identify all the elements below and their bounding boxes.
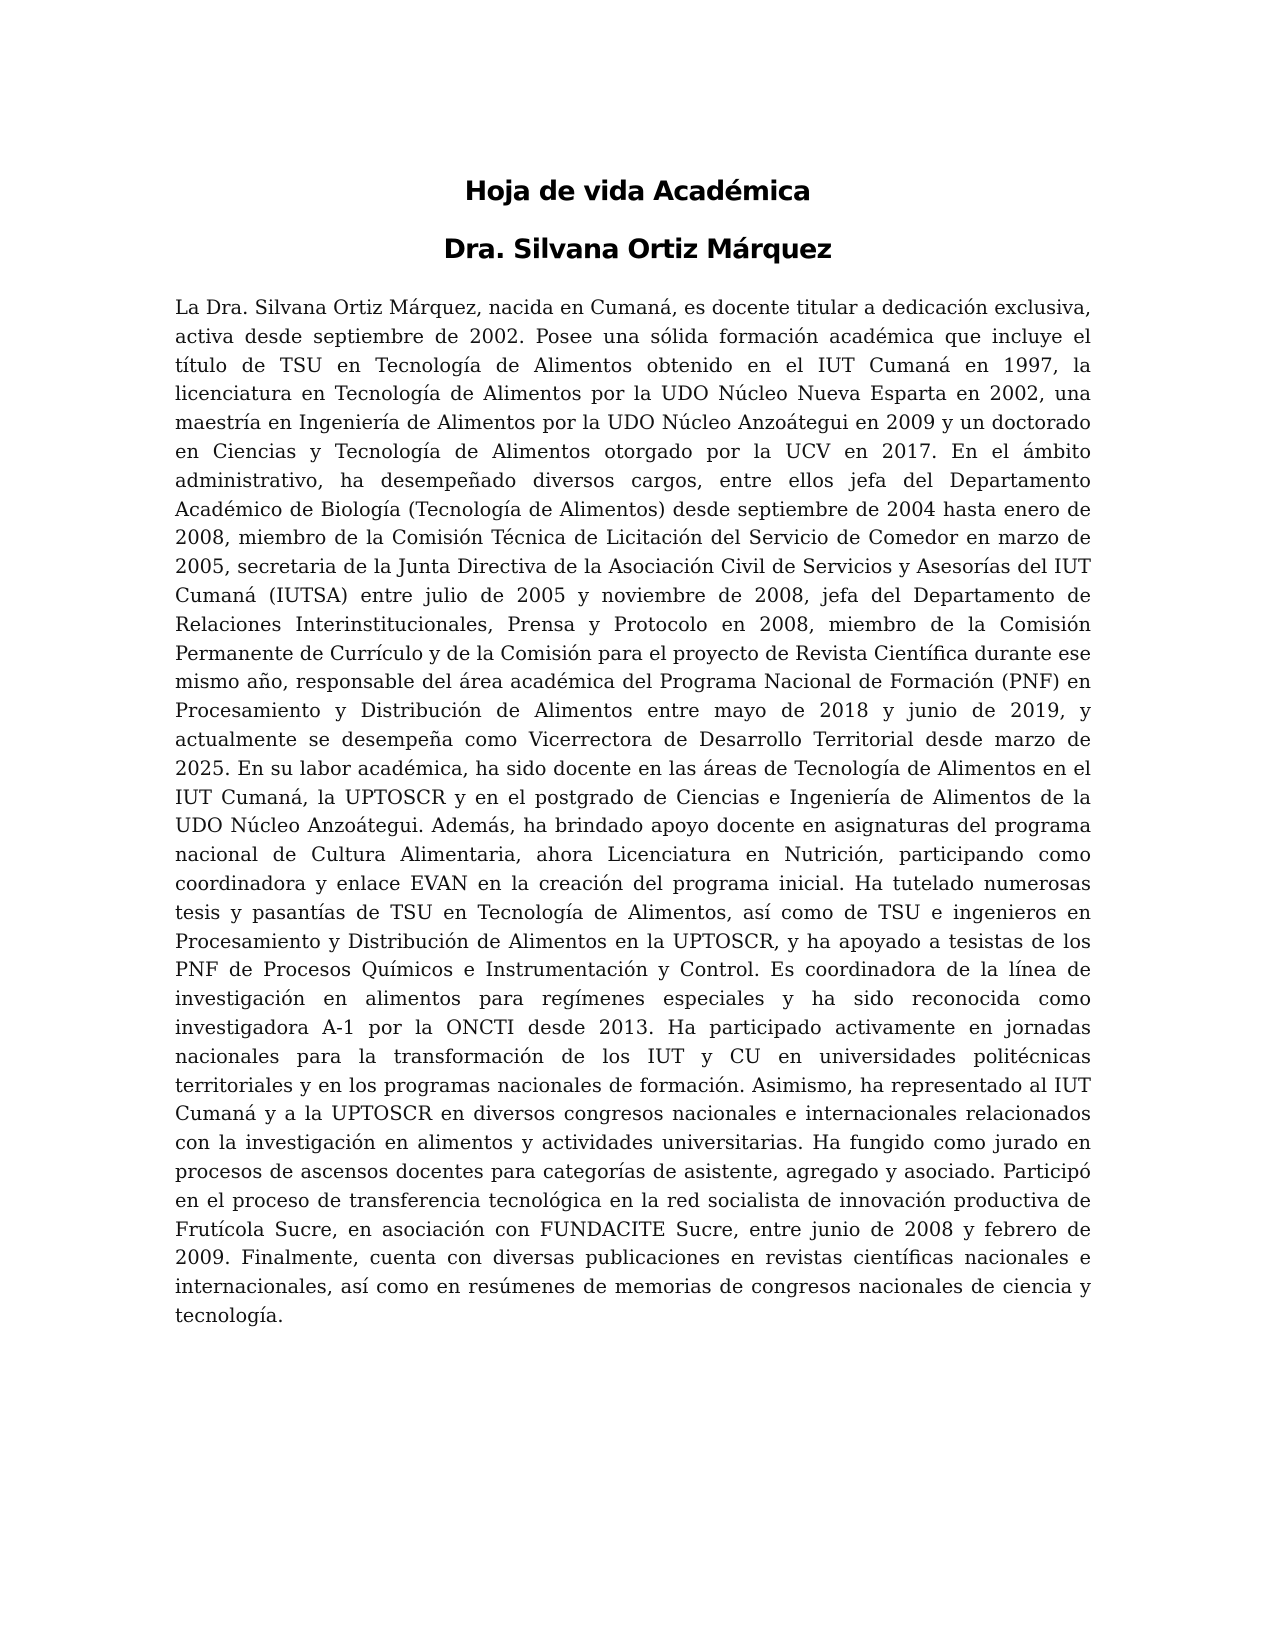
biography-paragraph: La Dra. Silvana Ortiz Márquez, nacida en Cumaná, es docente titular a dedicación exclusiva, activa desde septiembre de 2002. Posee una sólida formación académica que incluye el título de TSU en Tecnología de Alimentos obtenido en el IUT Cumaná en 1997, la licenciatura en Tecnología de Alimentos por la UDO Núcleo Nueva Esparta en 2002, una maestría en Ingeniería de Alimentos por la UDO Núcleo Anzoátegui en 2009 y un doctorado en Ciencias y Tecnología de Alimentos otorgado por la UCV en 2017. En el ámbito administrativo, ha desempeñado diversos cargos, entre ellos jefa del Departamento Académico de Biología (Tecnología de Alimentos) desde septiembre de 2004 hasta enero de 2008, miembro de la Comisión Técnica de Licitación del Servicio de Comedor en marzo de 2005, secretaria de la Junta Directiva de la Asociación Civil de Servicios y Asesorías del IUT Cumaná (IUTSA) entre julio de 2005 y noviembre de 2008, jefa del Departamento de Relaciones Interinstitucionales, Prensa y Protocolo en 2008, miembro de la Comisión Permanente de Currículo y de la Comisión para el proyecto de Revista Científica durante ese mismo año, responsable del área académica del Programa Nacional de Formación (PNF) en Procesamiento y Distribución de Alimentos entre mayo de 2018 y junio de 2019, y actualmente se desempeña como Vicerrectora de Desarrollo Territorial desde marzo de 2025. En su labor académica, ha sido docente en las áreas de Tecnología de Alimentos en el IUT Cumaná, la UPTOSCR y en el postgrado de Ciencias e Ingeniería de Alimentos de la UDO Núcleo Anzoátegui. Además, ha brindado apoyo docente en asignaturas del programa nacional de Cultura Alimentaria, ahora Licenciatura en Nutrición, participando como coordinadora y enlace EVAN en la creación del programa inicial. Ha tutelado numerosas tesis y pasantías de TSU en Tecnología de Alimentos, así como de TSU e ingenieros en Procesamiento y Distribución de Alimentos en la UPTOSCR, y ha apoyado a tesistas de los PNF de Procesos Químicos e Instrumentación y Control. Es coordinadora de la línea de investigación en alimentos para regímenes especiales y ha sido reconocida como investigadora A-1 por la ONCTI desde 2013. Ha participado activamente en jornadas nacionales para la transformación de los IUT y CU en universidades politécnicas territoriales y en los programas nacionales de formación. Asimismo, ha representado al IUT Cumaná y a la UPTOSCR en diversos congresos nacionales e internacionales relacionados con la investigación en alimentos y actividades universitarias. Ha fungido como jurado en procesos de ascensos docentes para categorías de asistente, agregado y asociado. Participó en el proceso de transferencia tecnológica en la red socialista de innovación productiva de Frutícola Sucre, en asociación con FUNDACITE Sucre, entre junio de 2008 y febrero de 2009. Finalmente, cuenta con diversas publicaciones en revistas científicas nacionales e internacionales, así como en resúmenes de memorias de congresos nacionales de ciencia y tecnología. bbox=[175, 296, 1091, 1327]
document-subtitle: Dra. Silvana Ortiz Márquez bbox=[443, 234, 832, 265]
document-title: Hoja de vida Académica bbox=[464, 176, 811, 207]
